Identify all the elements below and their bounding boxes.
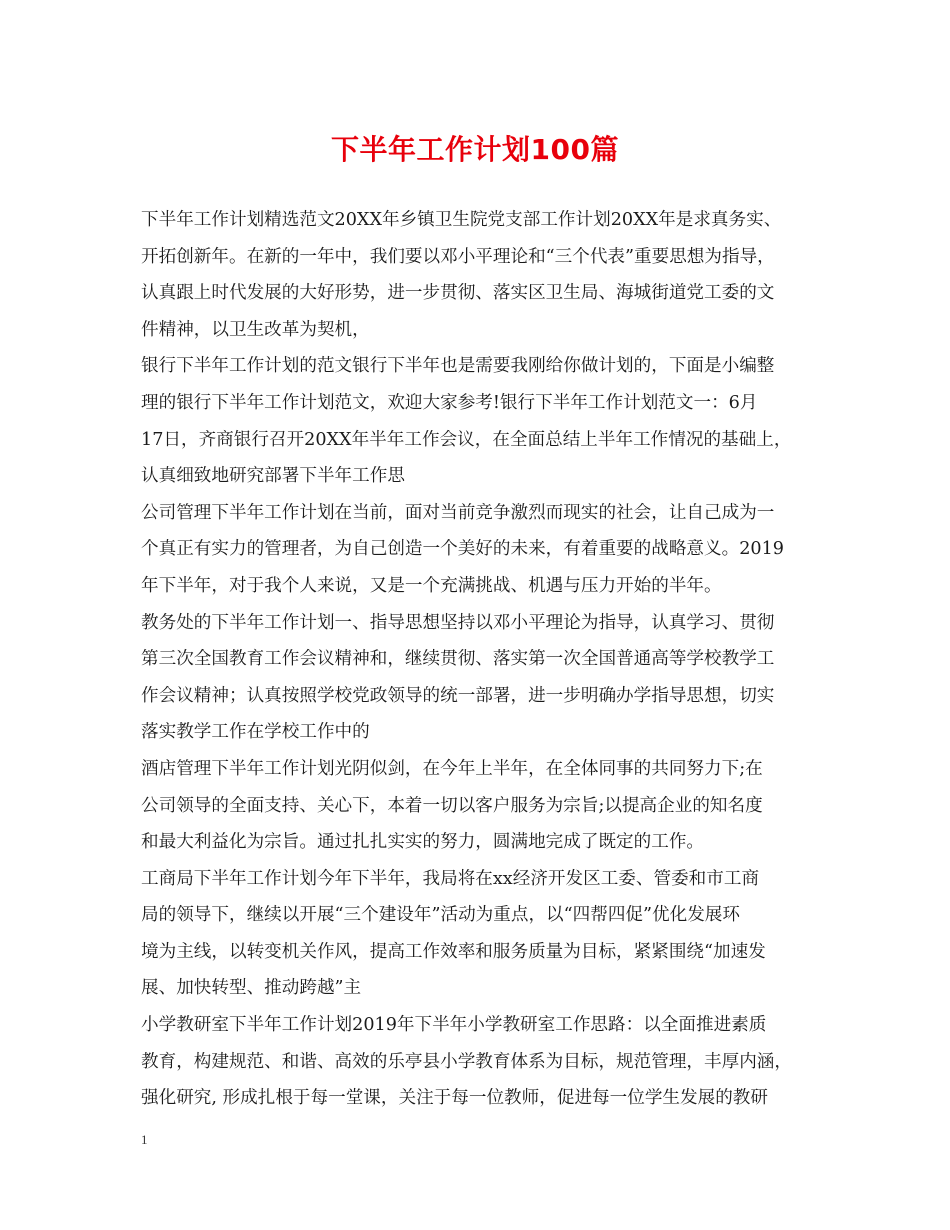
body-text-line: 酒店管理下半年工作计划光阴似剑，在今年上半年，在全体同事的共同努力下;在 xyxy=(141,758,763,779)
body-text-line: 下半年工作计划精选范文20XX年乡镇卫生院党支部工作计划20XX年是求真务实、 xyxy=(141,210,782,230)
body-text-line: 工商局下半年工作计划今年下半年，我局将在xx经济开发区工委、管委和市工商 xyxy=(141,868,760,889)
body-text-line: 件精神，以卫生改革为契机， xyxy=(141,319,370,340)
body-text-line: 小学教研室下半年工作计划2019年下半年小学教研室工作思路：以全面推进素质 xyxy=(141,1015,767,1036)
body-text-line: 境为主线，以转变机关作风，提高工作效率和服务质量为目标，紧紧围绕“加速发 xyxy=(141,941,766,962)
body-text-line: 教务处的下半年工作计划一、指导思想坚持以邓小平理论为指导，认真学习、贯彻 xyxy=(141,612,775,633)
body-text-line: 认真细致地研究部署下半年工作思 xyxy=(141,466,405,487)
body-text-line: 和最大利益化为宗旨。通过扎扎实实的努力，圆满地完成了既定的工作。 xyxy=(141,832,705,853)
body-text-line: 第三次全国教育工作会议精神和，继续贯彻、落实第一次全国普通高等学校教学工 xyxy=(141,649,775,670)
body-text-line: 展、加快转型、推动跨越”主 xyxy=(141,978,362,999)
body-text-line: 公司领导的全面支持、关心下，本着一切以客户服务为宗旨;以提高企业的知名度 xyxy=(141,795,763,816)
body-text-line: 开拓创新年。在新的一年中，我们要以邓小平理论和“三个代表”重要思想为指导， xyxy=(141,246,775,267)
body-text-line: 强化研究, 形成扎根于每一堂课，关注于每一位教师，促进每一位学生发展的教研 xyxy=(141,1088,768,1109)
body-text-line: 作会议精神；认真按照学校党政领导的统一部署，进一步明确办学指导思想，切实 xyxy=(141,685,775,706)
document-body xyxy=(141,202,823,1117)
body-text-line: 理的银行下半年工作计划范文，欢迎大家参考!银行下半年工作计划范文一：6月 xyxy=(141,392,758,413)
document-title: 下半年工作计划100篇 xyxy=(331,133,619,166)
body-text-line: 局的领导下，继续以开展“三个建设年”活动为重点，以“四帮四促”优化发展环 xyxy=(141,905,740,926)
body-text-line: 年下半年，对于我个人来说，又是一个充满挑战、机遇与压力开始的半年。 xyxy=(141,575,722,596)
body-text-line: 银行下半年工作计划的范文银行下半年也是需要我刚给你做计划的，下面是小编整 xyxy=(141,356,775,377)
page-number: 1 xyxy=(141,1132,148,1147)
body-text-line: 公司管理下半年工作计划在当前，面对当前竞争激烈而现实的社会，让自己成为一 xyxy=(141,502,775,523)
body-text-line: 个真正有实力的管理者，为自己创造一个美好的未来，有着重要的战略意义。2019 xyxy=(141,539,784,560)
body-text-line: 落实教学工作在学校工作中的 xyxy=(141,722,370,743)
body-text-line: 教育，构建规范、和谐、高效的乐亭县小学教育体系为目标，规范管理，丰厚内涵， xyxy=(141,1051,792,1072)
body-text-line: 17日，齐商银行召开20XX年半年工作会议，在全面总结上半年工作情况的基础上， xyxy=(141,429,792,450)
body-text-line: 认真跟上时代发展的大好形势，进一步贯彻、落实区卫生局、海城街道党工委的文 xyxy=(141,283,775,304)
